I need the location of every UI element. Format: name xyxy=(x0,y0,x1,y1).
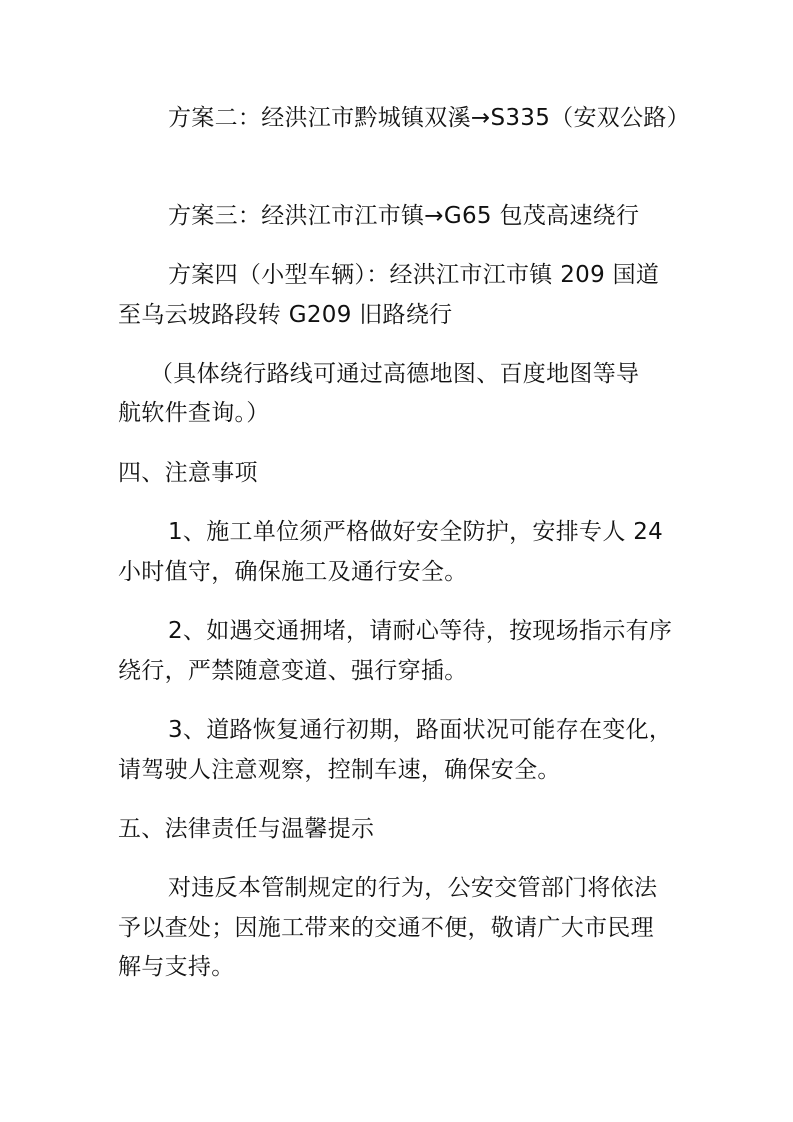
route-note-line-2: 航软件查询。） xyxy=(118,400,270,426)
notice-item-3-line-2: 请驾驶人注意观察，控制车速，确保安全。 xyxy=(118,757,561,783)
legal-paragraph-line-2: 予以查处；因施工带来的交通不便，敬请广大市民理 xyxy=(118,915,654,941)
notice-item-2-line-2: 绕行，严禁随意变道、强行穿插。 xyxy=(118,658,468,684)
notice-item-1-line-1: 1、施工单位须严格做好安全防护，安排专人 24 xyxy=(168,519,664,545)
plan-4-text-line-1: 方案四（小型车辆）：经洪江市江市镇 209 国道 xyxy=(168,262,660,288)
plan-2-text: 方案二：经洪江市黔城镇双溪→S335（安双公路） xyxy=(168,105,690,131)
legal-paragraph-line-3: 解与支持。 xyxy=(118,954,235,980)
section-5-heading: 五、法律责任与温馨提示 xyxy=(118,816,375,842)
route-note-line-1: （具体绕行路线可通过高德地图、百度地图等导 xyxy=(150,361,640,387)
notice-item-2-line-1: 2、如遇交通拥堵，请耐心等待，按现场指示有序 xyxy=(168,618,673,644)
notice-item-3-line-1: 3、道路恢复通行初期，路面状况可能存在变化， xyxy=(168,717,673,743)
notice-item-1-line-2: 小时值守，确保施工及通行安全。 xyxy=(118,559,468,585)
section-4-heading: 四、注意事项 xyxy=(118,460,258,486)
plan-3-text: 方案三：经洪江市江市镇→G65 包茂高速绕行 xyxy=(168,203,640,229)
legal-paragraph-line-1: 对违反本管制规定的行为，公安交管部门将依法 xyxy=(168,875,658,901)
plan-4-text-line-2: 至乌云坡路段转 G209 旧路绕行 xyxy=(118,302,453,328)
